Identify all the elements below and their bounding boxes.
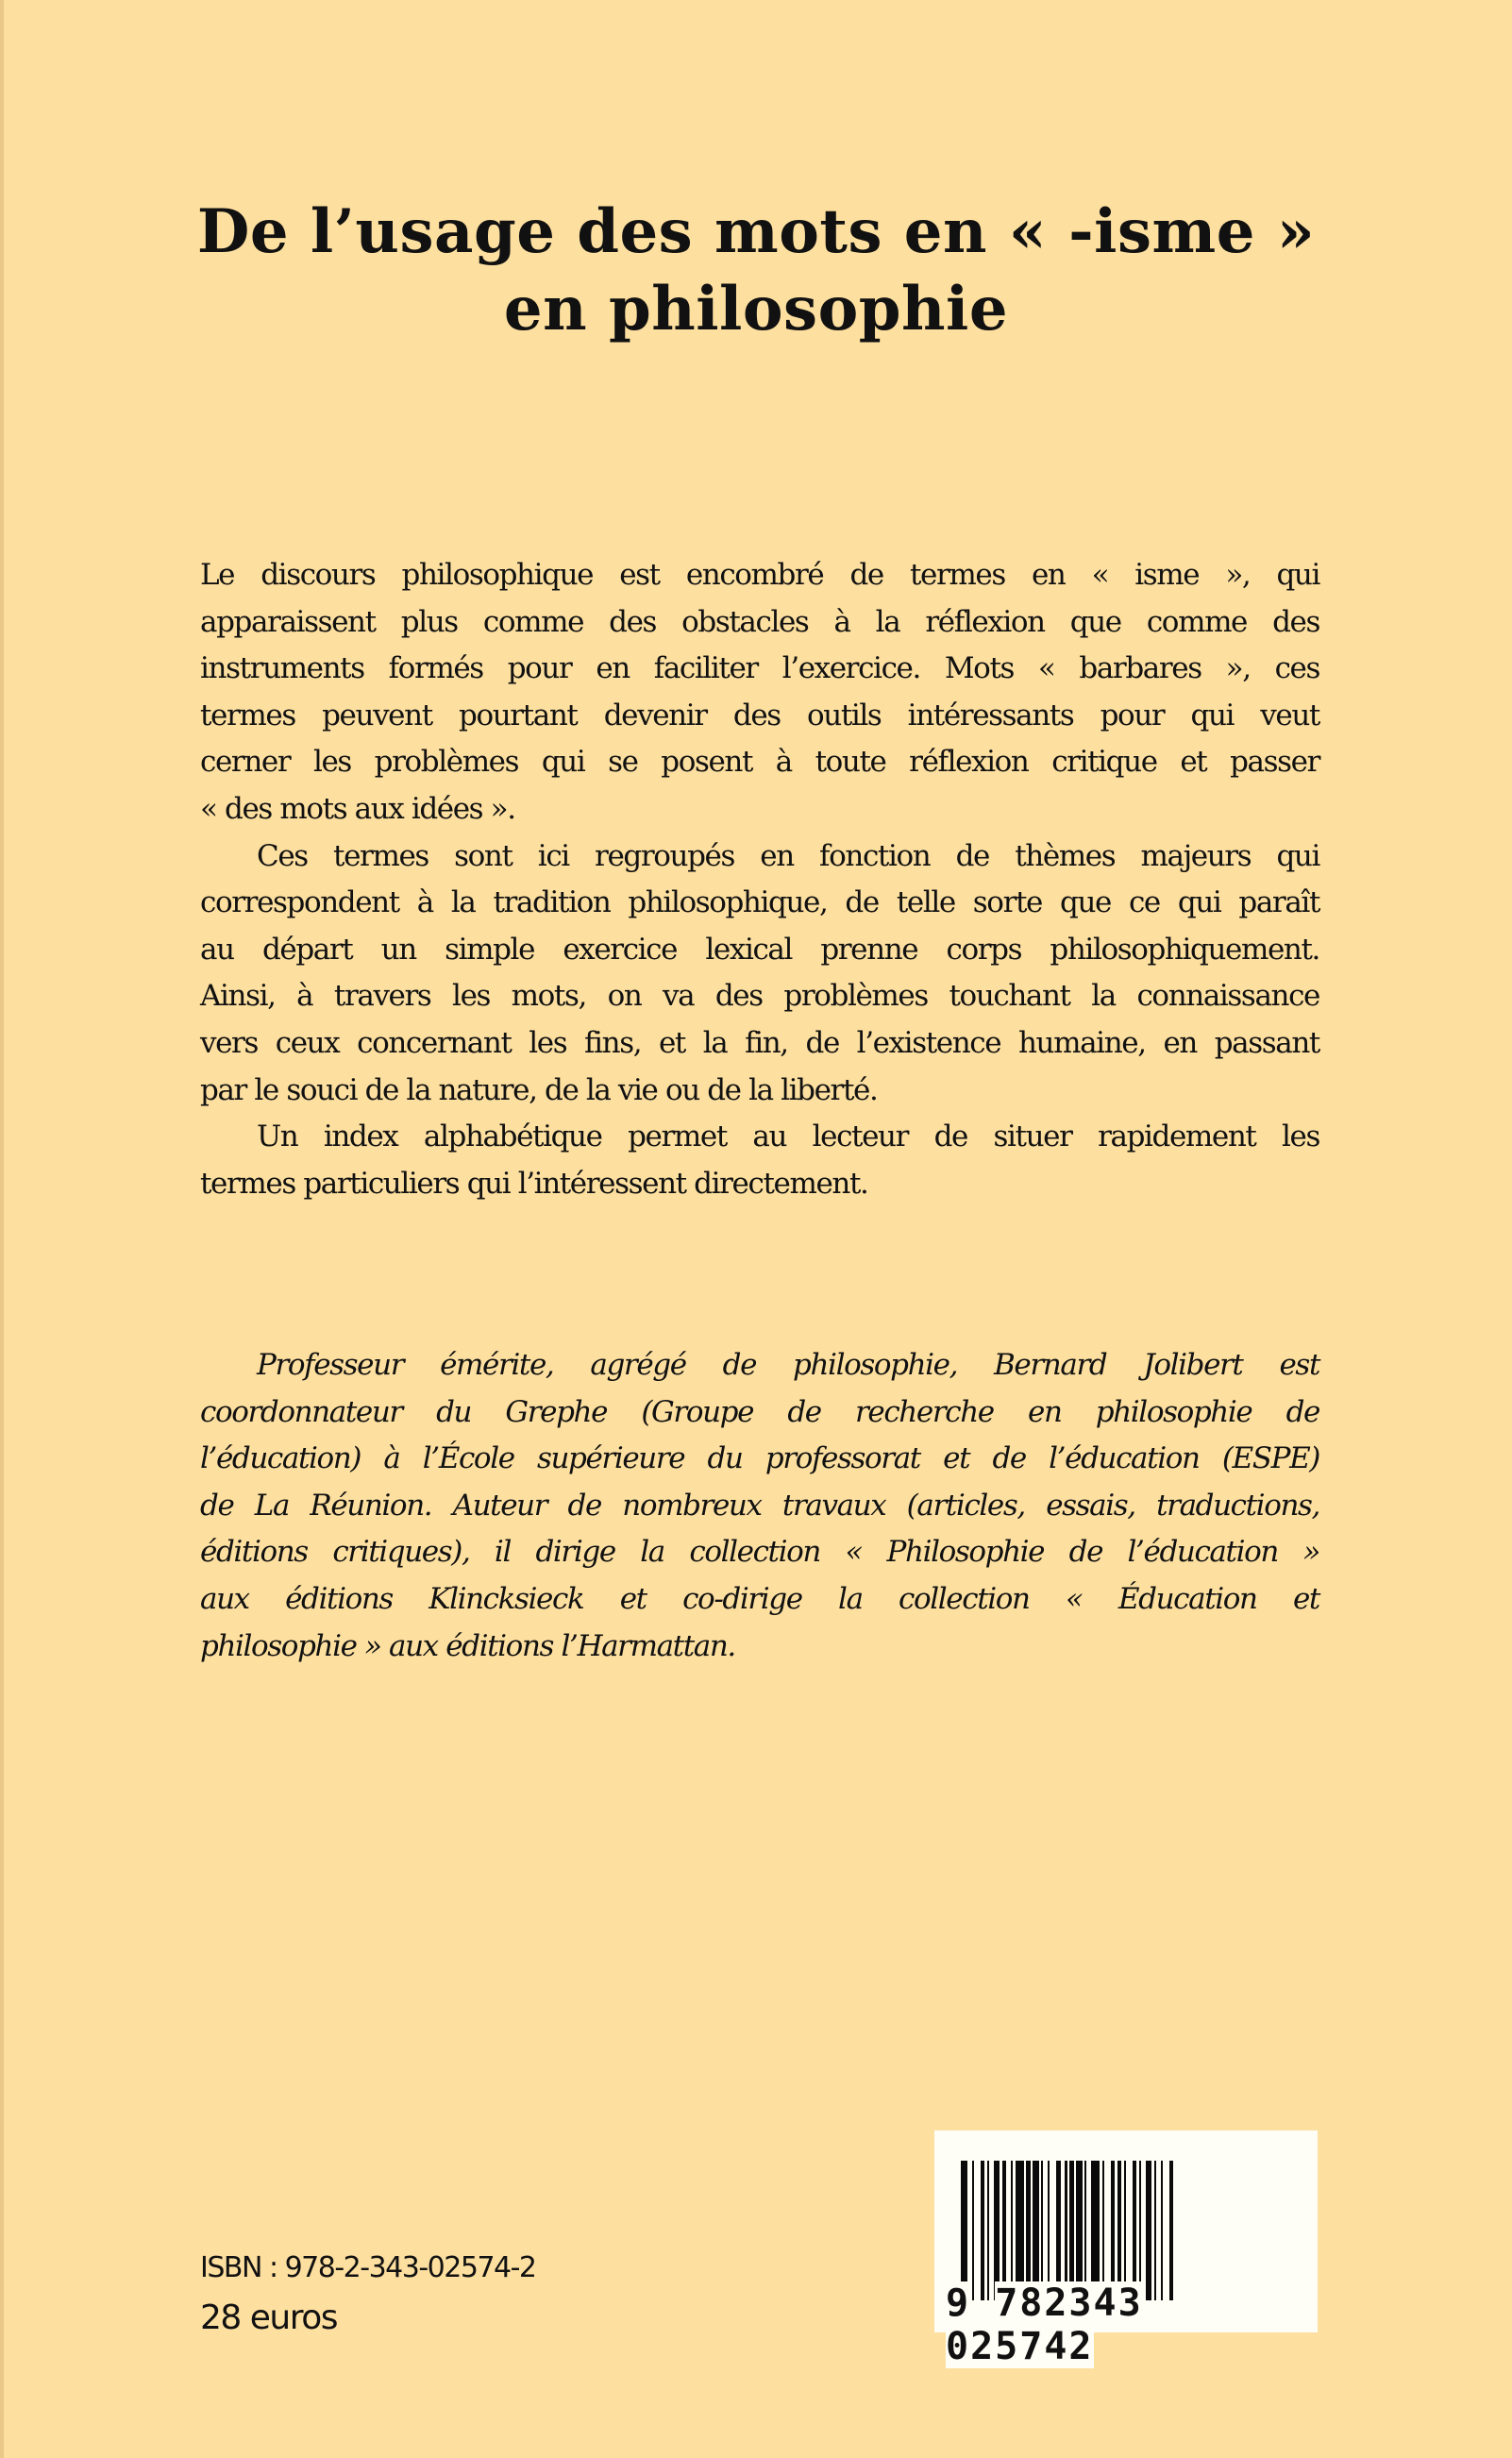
barcode-digits-right: 025742	[946, 2325, 1094, 2368]
cover-edge	[0, 0, 4, 2458]
barcode-bar	[1161, 2161, 1163, 2300]
barcode-bar	[987, 2161, 989, 2300]
barcode-bar	[1111, 2161, 1116, 2300]
barcode-digit-lead: 9	[946, 2281, 971, 2325]
summary-line: apparaissent plus comme des obstacles à la réflexion que comme des	[200, 604, 1319, 639]
title-line-1: De l’usage des mots en « -isme »	[196, 196, 1316, 267]
barcode-bar	[1154, 2161, 1156, 2300]
book-title	[0, 194, 1512, 348]
title-line-2: en philosophie	[503, 274, 1009, 345]
bio-line: Professeur émérite, agrégé de philosophie, Bernard Jolibert est	[257, 1348, 1319, 1382]
summary-line: Ainsi, à travers les mots, on va des problèmes touchant la connaissance	[200, 979, 1319, 1014]
barcode-bar	[1076, 2161, 1083, 2300]
barcode-bar	[1084, 2161, 1086, 2300]
book-summary	[200, 552, 1319, 1207]
barcode-bar	[1065, 2161, 1067, 2300]
author-bio	[200, 1342, 1319, 1670]
bio-line: aux éditions Klincksieck et co-dirige la collection « Éducation et	[200, 1581, 1319, 1616]
barcode-bar	[961, 2161, 967, 2300]
bio-line: coordonnateur du Grephe (Groupe de recherche en philosophie de	[200, 1394, 1319, 1429]
barcode-bar	[1002, 2161, 1007, 2300]
summary-line: Le discours philosophique est encombré de termes en « isme », qui	[200, 558, 1319, 592]
barcode-bar	[1069, 2161, 1074, 2300]
summary-line: au départ un simple exercice lexical prenne corps philosophiquement.	[200, 932, 1319, 967]
barcode-bar	[1117, 2161, 1122, 2300]
barcode-bar	[1033, 2161, 1039, 2300]
summary-line: termes particuliers qui l’intéressent directement.	[200, 1166, 868, 1201]
barcode-bar	[1091, 2161, 1100, 2300]
barcode-bars	[961, 2161, 1296, 2300]
barcode-bar	[994, 2161, 1000, 2300]
barcode-bar	[1048, 2161, 1050, 2300]
barcode-bar	[1041, 2161, 1043, 2300]
summary-line: Ces termes sont ici regroupés en fonction de thèmes majeurs qui	[257, 838, 1319, 873]
summary-line: instruments formés pour en faciliter l’exercice. Mots « barbares », ces	[200, 651, 1319, 686]
isbn-text: ISBN : 978-2-343-02574-2	[200, 2251, 536, 2284]
barcode-bar	[1139, 2161, 1141, 2300]
barcode-bar	[1146, 2161, 1152, 2300]
summary-line: cerner les problèmes qui se posent à toute réflexion critique et passer	[200, 745, 1319, 780]
summary-line: « des mots aux idées ».	[200, 791, 515, 826]
bio-line: philosophie » aux éditions l’Harmattan.	[200, 1628, 735, 1663]
barcode-bar	[1124, 2161, 1126, 2300]
barcode-digits	[946, 2281, 1304, 2368]
summary-line: Un index alphabétique permet au lecteur de situer rapidement les	[257, 1120, 1319, 1154]
barcode-bar	[1026, 2161, 1031, 2300]
barcode-bar	[1011, 2161, 1013, 2300]
barcode-bar	[981, 2161, 985, 2300]
summary-line: termes peuvent pourtant devenir des outils intéressants pour qui veut	[200, 698, 1319, 732]
barcode-bar	[1102, 2161, 1104, 2300]
barcode-bar	[972, 2161, 974, 2300]
barcode-bar	[1133, 2161, 1137, 2300]
bio-line: éditions critiques), il dirige la collection « Philosophie de l’éducation »	[200, 1535, 1319, 1570]
barcode	[934, 2130, 1318, 2368]
price-text: 28 euros	[200, 2298, 338, 2337]
barcode-digits-left: 782343	[995, 2281, 1143, 2325]
barcode-bar	[1169, 2161, 1174, 2300]
summary-line: par le souci de la nature, de la vie ou de la liberté.	[200, 1072, 878, 1107]
summary-line: vers ceux concernant les fins, et la fin, de l’existence humaine, en passant	[200, 1025, 1319, 1060]
bio-line: l’éducation) à l’École supérieure du professorat et de l’éducation (ESPE)	[200, 1441, 1319, 1476]
barcode-bar	[1016, 2161, 1024, 2300]
bio-line: de La Réunion. Auteur de nombreux travaux (articles, essais, traductions,	[200, 1488, 1319, 1523]
barcode-bar	[1056, 2161, 1061, 2300]
summary-line: correspondent à la tradition philosophique, de telle sorte que ce qui paraît	[200, 885, 1319, 920]
